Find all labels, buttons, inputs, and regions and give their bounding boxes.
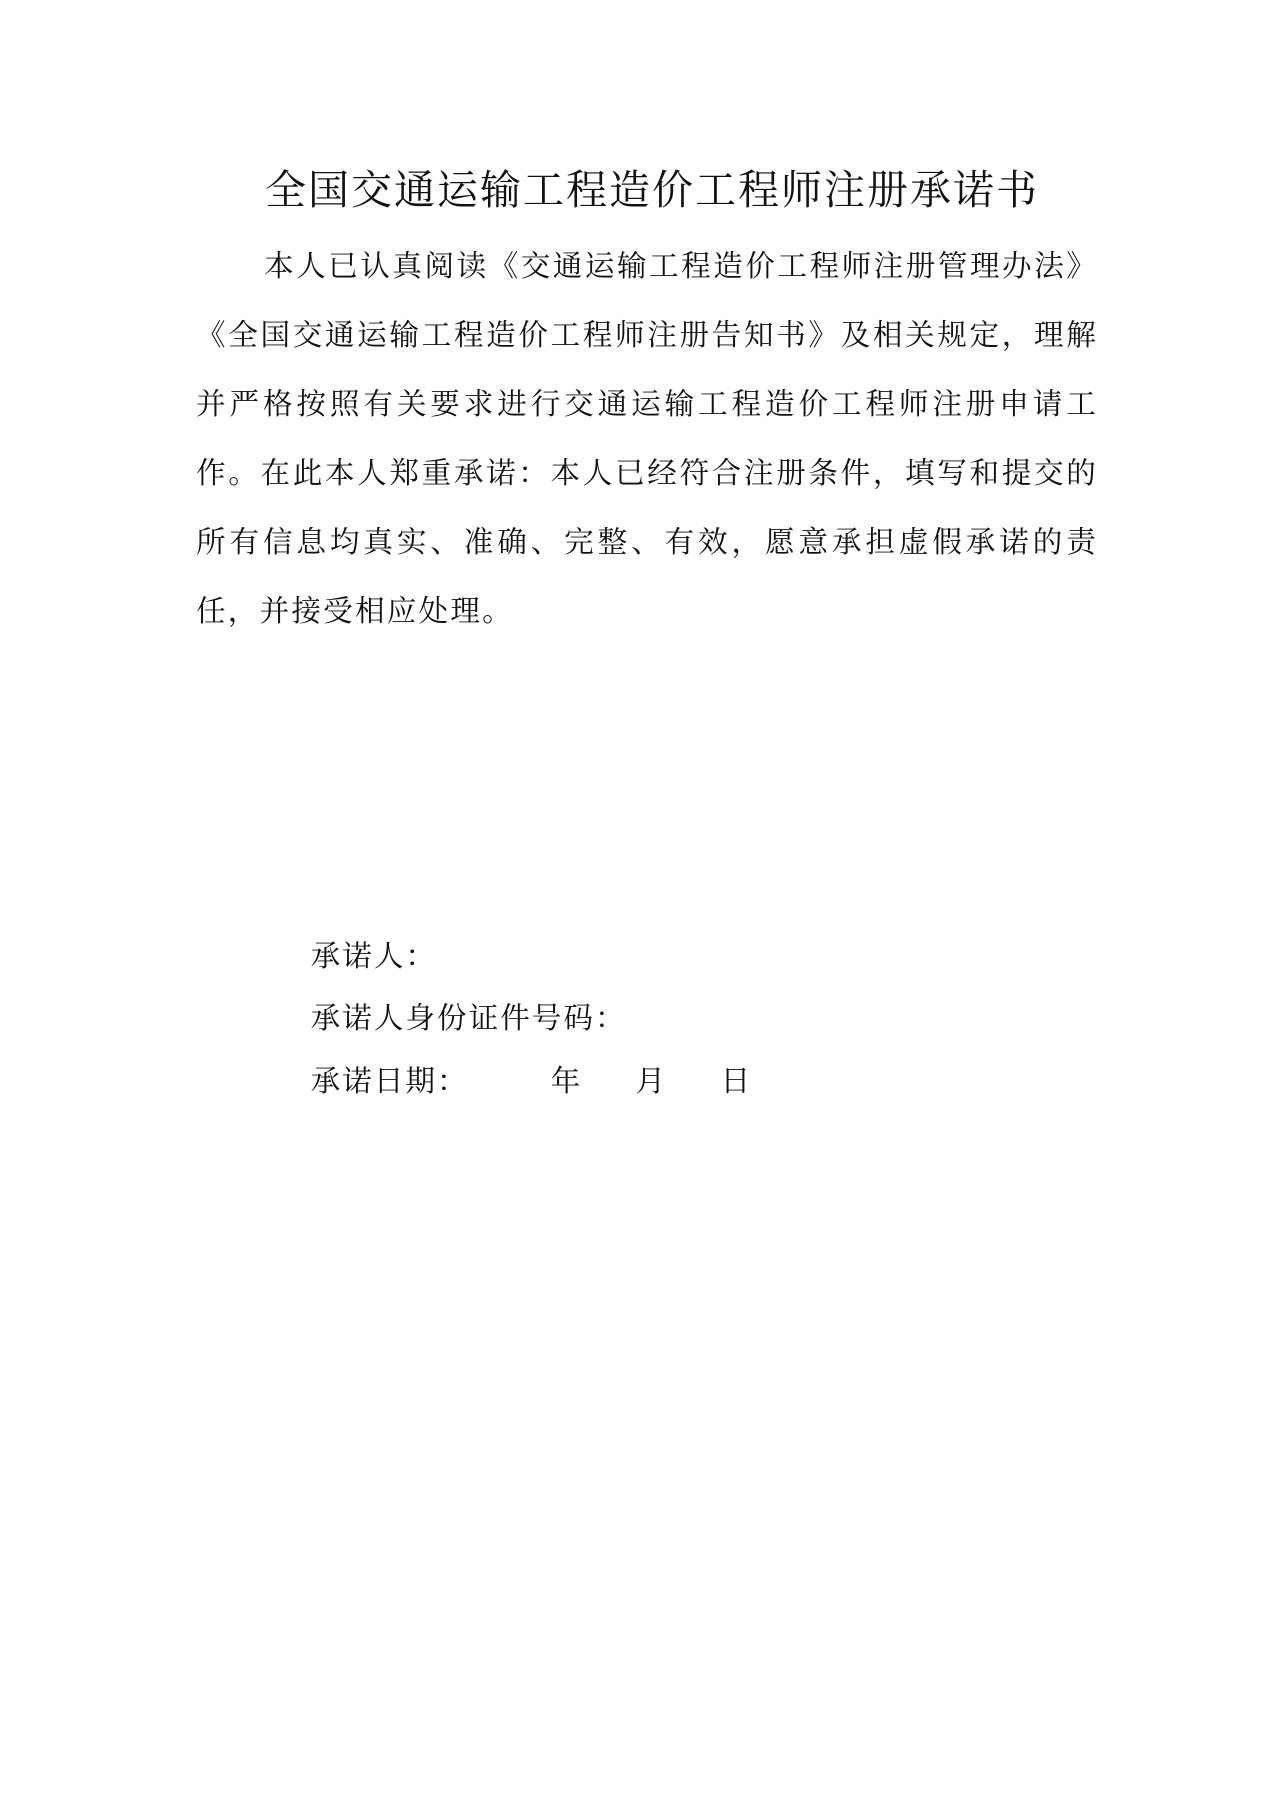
id-number-label: 承诺人身份证件号码： (310, 1001, 627, 1035)
year-label: 年 (550, 1064, 583, 1098)
day-label: 日 (720, 1064, 753, 1098)
month-label: 月 (635, 1064, 668, 1098)
document-title: 全国交通运输工程造价工程师注册承诺书 (265, 166, 1039, 214)
pledge-body-text: 本人已认真阅读《交通运输工程造价工程师注册管理办法》《全国交通运输工程造价工程师注册告知书》及相关规定，理解并严格按照有关要求进行交通运输工程造价工程师注册申请工作。在此本人郑重承诺：本人已经符合注册条件，填写和提交的所有信息均真实、准确、完整、有效，愿意承担虚假承诺的责任，并接受相应处理。 (196, 249, 1098, 628)
date-line (265, 1021, 752, 1141)
date-label: 承诺日期： (310, 1064, 469, 1098)
promisor-label: 承诺人： (310, 939, 438, 973)
